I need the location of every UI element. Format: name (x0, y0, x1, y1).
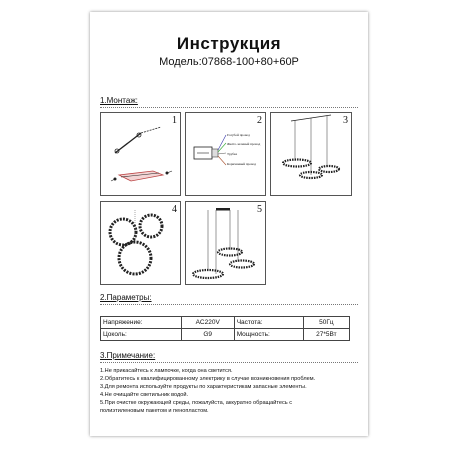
note-item: 4.Не очищайте светильник водой. (100, 392, 189, 398)
divider (100, 304, 358, 305)
notes-list (100, 367, 358, 415)
step-number: 4 (172, 204, 177, 215)
step-5-diagram (185, 201, 266, 285)
step-1-diagram (100, 112, 181, 196)
param-value: 27*5Вт (303, 329, 349, 341)
divider (100, 362, 358, 363)
param-label: Мощность: (234, 329, 303, 341)
table-row (101, 329, 350, 341)
wire-label: Голубой провод (227, 133, 250, 137)
param-value: 50Гц (303, 317, 349, 329)
step-3-diagram (270, 112, 352, 196)
param-label: Цоколь: (101, 329, 182, 341)
param-value: AC220V (181, 317, 234, 329)
note-item: 5.При очистке окружающей среды, пожалуйста, аккуратно обращайтесь с (100, 400, 293, 406)
wire-labels (227, 131, 260, 169)
note-item: полиэтиленовым пакетом и пенопластом. (100, 408, 209, 414)
instruction-page (90, 12, 368, 436)
final-assembly-illustration (186, 202, 265, 284)
section-params-heading: 2.Параметры: (100, 293, 152, 302)
wire-label: Трубка (227, 152, 238, 156)
param-value: G9 (181, 329, 234, 341)
section-mount-heading: 1.Монтаж: (100, 96, 138, 105)
parameters-table (100, 316, 350, 341)
wire-label: Коричневый провод (227, 162, 256, 166)
step-number: 1 (172, 115, 177, 126)
note-item: 3.Для ремонта используйте продукты по характеристикам запасные элементы. (100, 384, 307, 390)
step-number: 2 (257, 115, 262, 126)
param-label: Частота: (234, 317, 303, 329)
table-row (101, 317, 350, 329)
mounting-bracket-illustration (101, 113, 180, 195)
model-number: Модель:07868-100+80+60P (159, 56, 299, 68)
ring-assembly-illustration (101, 202, 180, 284)
wire-label: Желто-зеленый провод (227, 142, 261, 146)
step-2-diagram (185, 112, 266, 196)
section-notes-heading: 3.Примечание: (100, 351, 156, 360)
chandelier-side-view-illustration (271, 113, 351, 195)
divider (100, 107, 358, 108)
note-item: 2.Обратитесь к квалифицированному электрику в случае возникновения проблем. (100, 376, 316, 382)
step-number: 5 (257, 204, 262, 215)
step-number: 3 (343, 115, 348, 126)
param-label: Напряжение: (101, 317, 182, 329)
page-title: Инструкция (176, 34, 282, 53)
step-4-diagram (100, 201, 181, 285)
note-item: 1.Не прикасайтесь к лампочке, когда она светится. (100, 368, 233, 374)
